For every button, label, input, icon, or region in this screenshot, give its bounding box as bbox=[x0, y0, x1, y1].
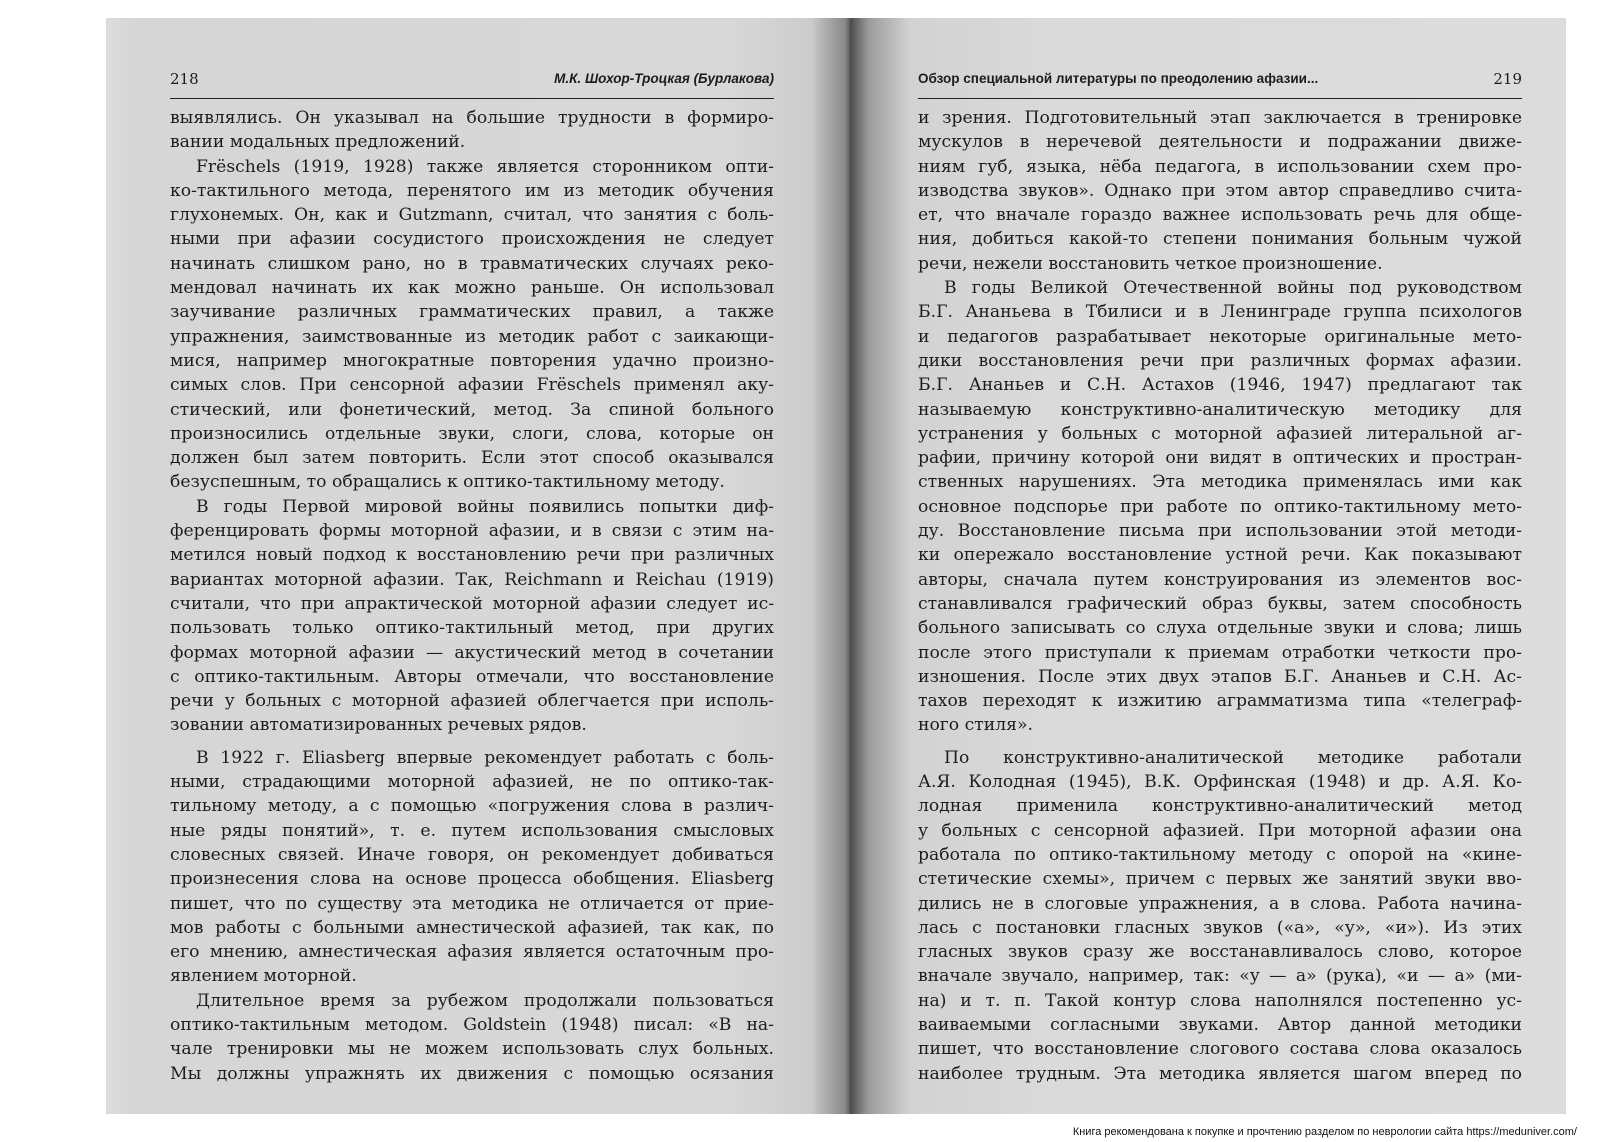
left-page-number: 218 bbox=[170, 70, 199, 88]
text-line: авторы, сначала путем конструирования из элементов вос- bbox=[918, 569, 1522, 590]
right-page-number: 219 bbox=[1493, 70, 1522, 88]
text-line: А.Я. Колодная (1945), В.К. Орфинская (1948) и др. А.Я. Ко- bbox=[918, 772, 1522, 793]
text-line: станавливался графический образ буквы, затем способность bbox=[918, 593, 1522, 614]
left-page-header bbox=[170, 68, 774, 99]
text-line: лась с постановки гласных звуков («а», «у», «и»). Из этих bbox=[918, 917, 1522, 938]
right-running-head: Обзор специальной литературы по преодолению афазии... bbox=[918, 71, 1319, 86]
text-line: ки опережало восстановление устной речи. Как показывают bbox=[918, 545, 1522, 566]
text-line: с оптико-тактильным. Авторы отмечали, что восстановление bbox=[170, 666, 774, 687]
text-line: наиболее трудным. Эта методика является шагом вперед по bbox=[918, 1063, 1522, 1084]
text-line: В годы Великой Отечественной войны под руководством bbox=[944, 278, 1522, 299]
text-line: дики восстановления речи при различных формах афазии. bbox=[918, 350, 1522, 371]
text-line: Б.Г. Ананьева в Тбилиси и в Ленинграде группа психологов bbox=[918, 302, 1522, 323]
text-line: его мнению, амнестическая афазия является остаточным про- bbox=[170, 942, 774, 963]
text-line: словесных связей. Иначе говоря, он рекомендует добиваться bbox=[170, 844, 774, 865]
text-line: метился новый подход к восстановлению речи при различных bbox=[170, 545, 774, 566]
right-page bbox=[850, 18, 1566, 1114]
text-line: зовании автоматизированных речевых рядов. bbox=[170, 715, 587, 736]
text-line: речи у больных с моторной афазией облегчается при исполь- bbox=[170, 691, 774, 712]
text-line: пишет, что по существу эта методика не отличается от прие- bbox=[170, 893, 774, 914]
text-line: мендовал начинать их как можно раньше. Он использовал bbox=[170, 278, 774, 299]
text-line: тахов переходят к изжитию аграмматизма типа «телеграф- bbox=[918, 691, 1522, 712]
text-line: глухонемых. Он, как и Gutzmann, считал, что занятия с боль- bbox=[170, 205, 774, 226]
text-line: и зрения. Подготовительный этап заключается в тренировке bbox=[918, 108, 1522, 128]
text-line: пишет, что восстановление слогового состава слова оказалось bbox=[918, 1039, 1522, 1060]
text-line: на) и т. п. Такой контур слова наполнялся постепенно ус- bbox=[918, 990, 1522, 1011]
text-line: дились не в слоговые упражнения, а в слова. Работа начина- bbox=[918, 893, 1522, 914]
text-line: вначале звучало, например, так: «у — а» (рука), «и — а» (ми- bbox=[918, 966, 1522, 987]
text-line: По конструктивно-аналитической методике работали bbox=[944, 747, 1522, 768]
text-line: симых слов. При сенсорной афазии Frëschels применял аку- bbox=[170, 375, 774, 396]
text-line: Мы должны упражнять их движения с помощью осязания bbox=[170, 1063, 774, 1084]
text-line: изношения. После этих двух этапов Б.Г. Ананьев и С.Н. Ас- bbox=[918, 666, 1522, 687]
text-line: формах моторной афазии — акустический метод в сочетании bbox=[170, 642, 774, 663]
text-line: В 1922 г. Eliasberg впервые рекомендует работать с боль- bbox=[196, 747, 774, 768]
book-spread bbox=[106, 18, 1566, 1114]
text-line: больного записывать со слуха отдельные звуки и слова; лишь bbox=[918, 618, 1522, 639]
text-line: тильному методу, а с помощью «погружения слова в различ- bbox=[170, 796, 774, 817]
text-line: ные ряды понятий», т. е. путем использования смысловых bbox=[170, 820, 774, 841]
left-page bbox=[106, 18, 850, 1114]
text-line: ваиваемыми согласными звуками. Автор данной методики bbox=[918, 1014, 1522, 1035]
text-line: называемую конструктивно-аналитическую методику для bbox=[918, 399, 1522, 420]
text-line: пользовать только оптико-тактильный метод, при других bbox=[170, 618, 774, 639]
text-line: Frëschels (1919, 1928) также является сторонником опти- bbox=[196, 156, 774, 177]
text-line: мися, например многократные повторения удачно произно- bbox=[170, 350, 774, 371]
right-page-body bbox=[918, 106, 1522, 1086]
text-line: у больных с сенсорной афазией. При моторной афазии она bbox=[918, 820, 1522, 841]
text-line: упражнения, заимствованные из методик работ с заикающи- bbox=[170, 326, 774, 347]
text-line: Длительное время за рубежом продолжали пользоваться bbox=[196, 990, 774, 1011]
text-line: чале тренировки мы не можем использовать слух больных. bbox=[170, 1039, 774, 1060]
text-line: основное подспорье при работе по оптико-тактильному мето- bbox=[918, 496, 1522, 517]
text-line: после этого приступали к приемам отработки четкости про- bbox=[918, 642, 1522, 663]
text-line: произнесения слова на основе процесса обобщения. Eliasberg bbox=[170, 869, 774, 890]
text-line: рафии, причину которой они видят в оптических и простран- bbox=[918, 448, 1522, 469]
text-line: стетические схемы», причем с первых же занятий звуки вво- bbox=[918, 869, 1522, 890]
text-line: считали, что при апрактической моторной афазии следует ис- bbox=[170, 593, 774, 614]
text-line: безуспешным, то обращались к оптико-тактильному методу. bbox=[170, 472, 725, 493]
text-line: оптико-тактильным методом. Goldstein (1948) писал: «В на- bbox=[170, 1014, 774, 1035]
text-line: устранения у больных с моторной афазией литеральной аг- bbox=[918, 423, 1522, 444]
text-line: работала по оптико-тактильному методу с опорой на «кине- bbox=[918, 844, 1522, 865]
text-line: и педагогов разрабатывает некоторые оригинальные мето- bbox=[918, 326, 1522, 347]
text-line: ференцировать формы моторной афазии, и в связи с этим на- bbox=[170, 521, 774, 542]
text-line: гласных звуков сразу же восстанавливалось слово, которое bbox=[918, 942, 1522, 963]
text-line: должен был затем повторить. Если этот способ оказывался bbox=[170, 448, 774, 469]
text-line: речи, нежели восстановить четкое произношение. bbox=[918, 253, 1383, 274]
text-line: лодная применила конструктивно-аналитический метод bbox=[918, 796, 1522, 817]
text-line: вании модальных предложений. bbox=[170, 132, 466, 153]
text-line: стический, или фонетический, метод. За спиной больного bbox=[170, 399, 774, 420]
left-page-body bbox=[170, 106, 774, 1086]
text-line: ного стиля». bbox=[918, 715, 1033, 736]
right-page-header bbox=[918, 68, 1522, 99]
text-line: вариантах моторной афазии. Так, Reichmann и Reichau (1919) bbox=[170, 569, 774, 590]
text-line: выявлялись. Он указывал на большие трудности в формиро- bbox=[170, 108, 774, 128]
text-line: ду. Восстановление письма при использовании этой методи- bbox=[918, 521, 1522, 542]
left-running-head: М.К. Шохор-Троцкая (Бурлакова) bbox=[554, 71, 774, 86]
text-line: заучивание различных грамматических правил, а также bbox=[170, 302, 774, 323]
text-line: В годы Первой мировой войны появились попытки диф- bbox=[196, 496, 774, 517]
text-line: ными, страдающими моторной афазией, не по оптико-так- bbox=[170, 772, 774, 793]
text-line: ными при афазии сосудистого происхождения не следует bbox=[170, 229, 774, 250]
footer-note: Книга рекомендована к покупке и прочтению разделом по неврологии сайта https://meduniver.com/ bbox=[1072, 1126, 1577, 1138]
text-line: ственных нарушениях. Эта методика применялась ими как bbox=[918, 472, 1522, 493]
text-line: ет, что вначале гораздо важнее использовать речь для обще- bbox=[918, 205, 1522, 226]
text-line: начинать слишком рано, но в травматических случаях реко- bbox=[170, 253, 774, 274]
text-line: произносились отдельные звуки, слоги, слова, которые он bbox=[170, 423, 774, 444]
text-line: Б.Г. Ананьев и С.Н. Астахов (1946, 1947) предлагают так bbox=[918, 375, 1522, 396]
text-line: ниям губ, языка, нёба педагога, в использовании схем про- bbox=[918, 156, 1522, 177]
text-line: мов работы с больными амнестической афазией, так как, по bbox=[170, 917, 774, 938]
text-line: ния, добиться какой-то степени понимания больным чужой bbox=[918, 229, 1522, 250]
text-line: изводства звуков». Однако при этом автор справедливо счита- bbox=[918, 180, 1522, 201]
text-line: ко-тактильного метода, перенятого им из методик обучения bbox=[170, 180, 774, 201]
text-line: мускулов в неречевой деятельности и подражании движе- bbox=[918, 132, 1522, 153]
text-line: явлением моторной. bbox=[170, 966, 357, 987]
